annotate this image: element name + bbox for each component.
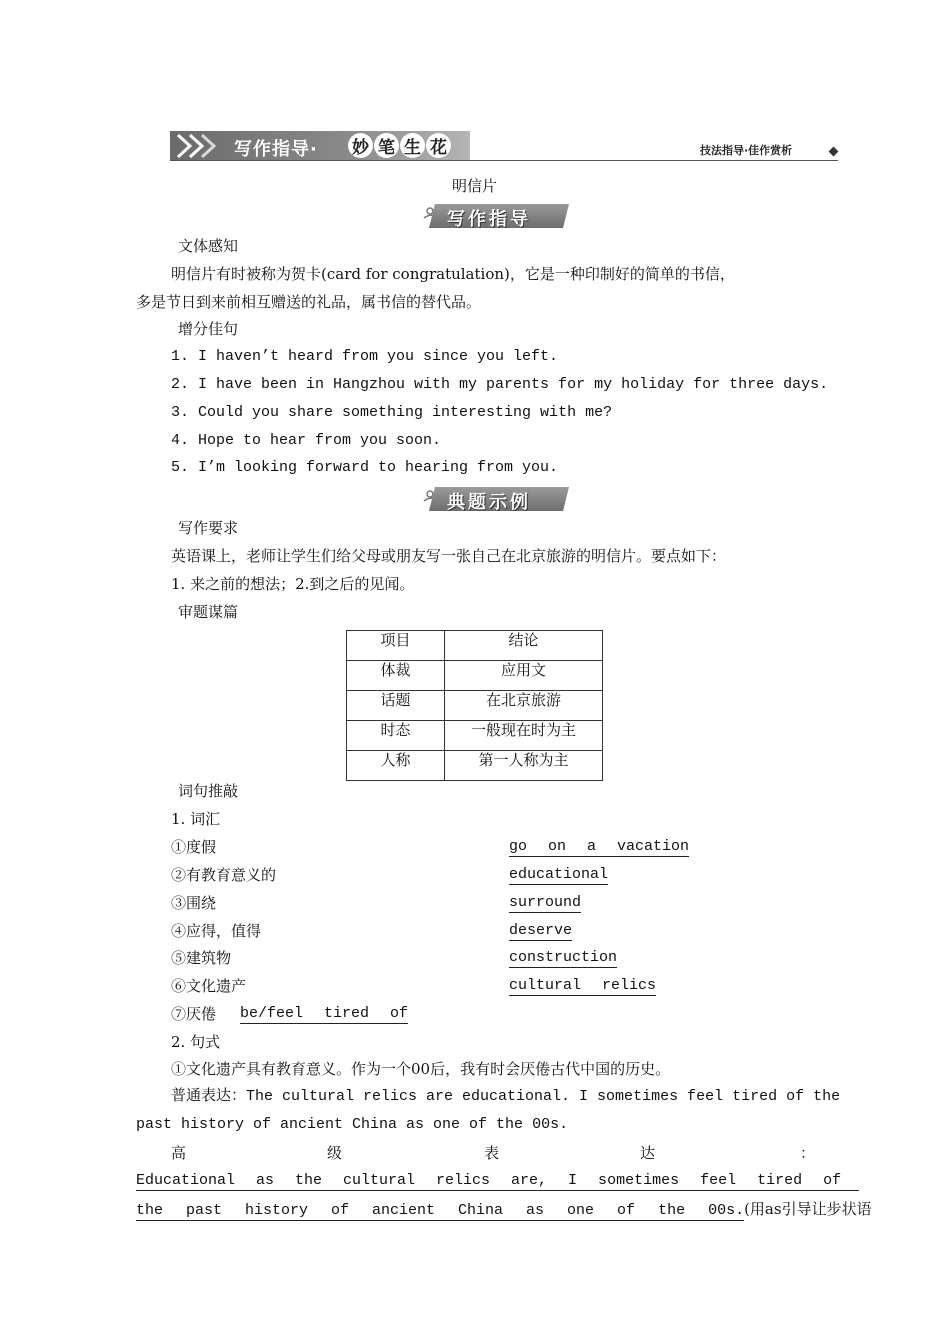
table-row <box>347 751 603 781</box>
diamond-icon <box>829 147 839 157</box>
table-row <box>347 661 603 691</box>
sentence-task-1: ①文化遗产具有教育意义。作为一个00后，我有时会厌倦古代中国的历史。 <box>171 1060 671 1078</box>
vocab-cn: ③围绕 <box>171 894 217 912</box>
words-subheading-vocab: 1. 词汇 <box>171 810 221 828</box>
sentence-item: 5. I’m looking forward to hearing from you. <box>171 459 559 476</box>
advanced-expression-note: (用as引导让步状语 <box>744 1200 872 1218</box>
table-cell: 应用文 <box>445 661 603 691</box>
vocab-answer: deserve <box>509 922 573 939</box>
banner-circle-char: 花 <box>426 133 451 158</box>
table-cell: 项目 <box>347 631 445 661</box>
banner-circle-char: 生 <box>400 133 425 158</box>
vocab-answer: go on a vacation <box>509 838 690 855</box>
sentence-item: 4. Hope to hear from you soon. <box>171 432 442 449</box>
analysis-table <box>346 630 603 781</box>
sentence-item: 2. I have been in Hangzhou with my parents for my holiday for three days. <box>171 376 829 393</box>
adv-label-char: 级 <box>327 1144 343 1162</box>
adv-label-char: 高 <box>171 1144 187 1162</box>
section-title-guide: 写作指导 <box>447 209 531 230</box>
vocab-answer: cultural relics <box>509 977 657 994</box>
words-subheading-sentence: 2. 句式 <box>171 1033 221 1051</box>
table-row <box>347 631 603 661</box>
vocab-answer: surround <box>509 894 582 911</box>
vocab-answer: educational <box>509 866 609 883</box>
banner-circle-char: 笔 <box>374 133 399 158</box>
banner-title: 写作指导· <box>234 139 318 160</box>
adv-label-char: 表 <box>484 1144 500 1162</box>
table-cell: 话题 <box>347 691 445 721</box>
table-row <box>347 721 603 751</box>
table-cell: 在北京旅游 <box>445 691 603 721</box>
table-cell: 体裁 <box>347 661 445 691</box>
genre-heading: 文体感知 <box>178 237 239 255</box>
vocab-cn: ①度假 <box>171 838 217 856</box>
vocab-answer: construction <box>509 949 618 966</box>
task-text-line2: 1. 来之前的想法；2.到之后的见闻。 <box>171 575 415 593</box>
advanced-expression-line2: the past history of ancient China as one of the 00s. <box>136 1202 745 1219</box>
sentences-heading: 增分佳句 <box>178 320 239 338</box>
table-cell: 第一人称为主 <box>445 751 603 781</box>
vocab-cn: ④应得，值得 <box>171 922 262 940</box>
banner-circle-group <box>348 133 451 158</box>
adv-label-char: ： <box>800 1144 816 1162</box>
chevron-double-icon <box>174 133 228 159</box>
banner-circle-char: 妙 <box>348 133 373 158</box>
table-cell: 时态 <box>347 721 445 751</box>
vocab-cn: ⑥文化遗产 <box>171 977 247 995</box>
genre-text-line1: 明信片有时被称为贺卡(card for congratulation)，它是一种印制好的简单的书信， <box>171 265 735 283</box>
normal-expression-line1: 普通表达：The cultural relics are educational. I sometimes feel tired of the <box>171 1088 841 1105</box>
vocab-answer: be/feel tired of <box>240 1005 409 1022</box>
words-heading: 词句推敲 <box>178 782 239 800</box>
normal-expression-line2: past history of ancient China as one of the 00s. <box>136 1116 569 1133</box>
section-title-example: 典题示例 <box>447 492 531 513</box>
table-cell: 人称 <box>347 751 445 781</box>
sentence-item: 3. Could you share something interesting with me? <box>171 404 613 421</box>
doc-title: 明信片 <box>452 177 498 195</box>
vocab-cn: ⑦厌倦 <box>171 1005 217 1023</box>
table-cell: 一般现在时为主 <box>445 721 603 751</box>
vocab-cn: ⑤建筑物 <box>171 949 232 967</box>
vocab-cn: ②有教育意义的 <box>171 866 277 884</box>
header-banner <box>170 131 470 161</box>
sentence-item: 1. I haven’t heard from you since you left. <box>171 348 559 365</box>
header-divider <box>170 160 838 161</box>
adv-label-char: 达 <box>640 1144 656 1162</box>
genre-text-line2: 多是节日到来前相互赠送的礼品，属书信的替代品。 <box>136 293 482 311</box>
analysis-heading: 审题谋篇 <box>178 603 239 621</box>
header-right-text: 技法指导·佳作赏析 <box>700 144 793 157</box>
task-text-line1: 英语课上，老师让学生们给父母或朋友写一张自己在北京旅游的明信片。要点如下： <box>171 547 727 565</box>
task-heading: 写作要求 <box>178 519 239 537</box>
table-row <box>347 691 603 721</box>
advanced-expression-line1: Educational as the cultural relics are, I sometimes feel tired of <box>136 1172 859 1191</box>
table-cell: 结论 <box>445 631 603 661</box>
